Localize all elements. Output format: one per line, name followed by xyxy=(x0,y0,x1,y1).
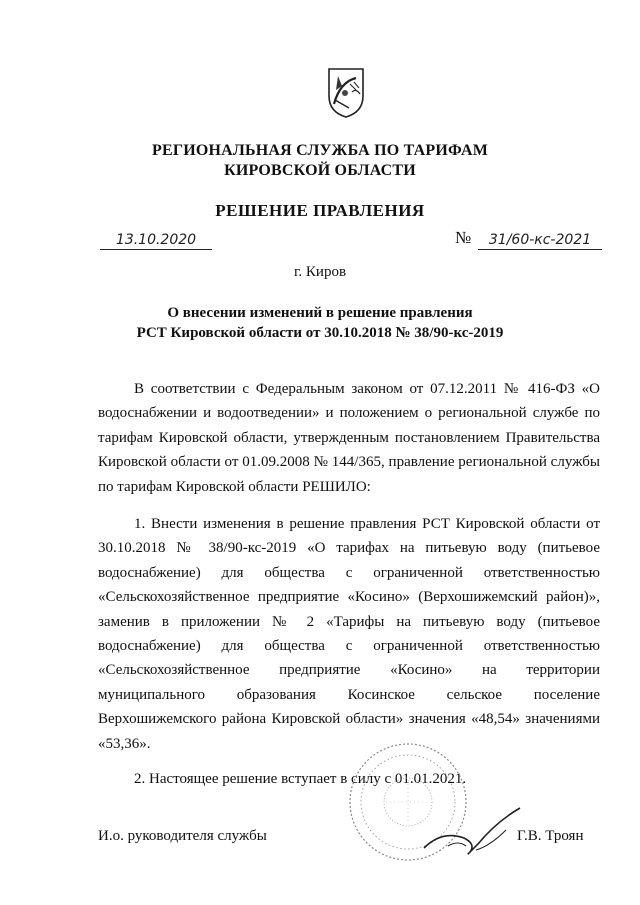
preamble-paragraph: В соответствии с Федеральным законом от 07.12.2011 № 416-ФЗ «О водоснабжении и водоотведении» и положением о региональной службе по тарифам Кировской области, утвержденным постановлением Правительства Кировской области от 01.09.2008 № 144/365, правление региональной службы по тарифам Кировской области РЕШИЛО: xyxy=(98,381,600,495)
item-2-paragraph: 2. Настоящее решение вступает в силу с 01.01.2021. xyxy=(134,771,467,787)
organization-name-line1: РЕГИОНАЛЬНАЯ СЛУЖБА ПО ТАРИФАМ xyxy=(151,142,489,159)
signatory-name: Г.В. Троян xyxy=(517,828,584,844)
document-title: РЕШЕНИЕ ПРАВЛЕНИЯ xyxy=(215,201,425,220)
document-date: 13.10.2020 xyxy=(100,232,212,250)
signatory-position: И.о. руководителя службы xyxy=(98,828,267,844)
city: г. Киров xyxy=(293,264,347,280)
coat-of-arms-icon xyxy=(326,66,366,120)
organization-name-line2: КИРОВСКОЙ ОБЛАСТИ xyxy=(224,162,416,179)
subject-line1: О внесении изменений в решение правления xyxy=(167,305,473,321)
item-1-paragraph: 1. Внести изменения в решение правления РСТ Кировской области от 30.10.2018 № 38/90-кс-2019 «О тарифах на питьевую воду (питьевое водоснабжение) для общества с ограниченной ответственностью «Сельскохозяйственное предприятие «Косино» (Верхошижемский район)», заменив в приложении № 2 «Тарифы на питьевую воду (питьевое водоснабжение) для общества с ограниченной ответственностью «Сельскохозяйственное предприятие «Косино» на территории муниципального образования Косинское сельское поселение Верхошижемского района Кировской области» значения «48,54» значениями «53,36». xyxy=(98,516,600,752)
handwritten-signature xyxy=(418,800,528,862)
number-label: № xyxy=(455,228,472,247)
subject-line2: РСТ Кировской области от 30.10.2018 № 38/90-кс-2019 xyxy=(136,325,504,341)
document-number: 31/60-кс-2021 xyxy=(478,232,602,250)
